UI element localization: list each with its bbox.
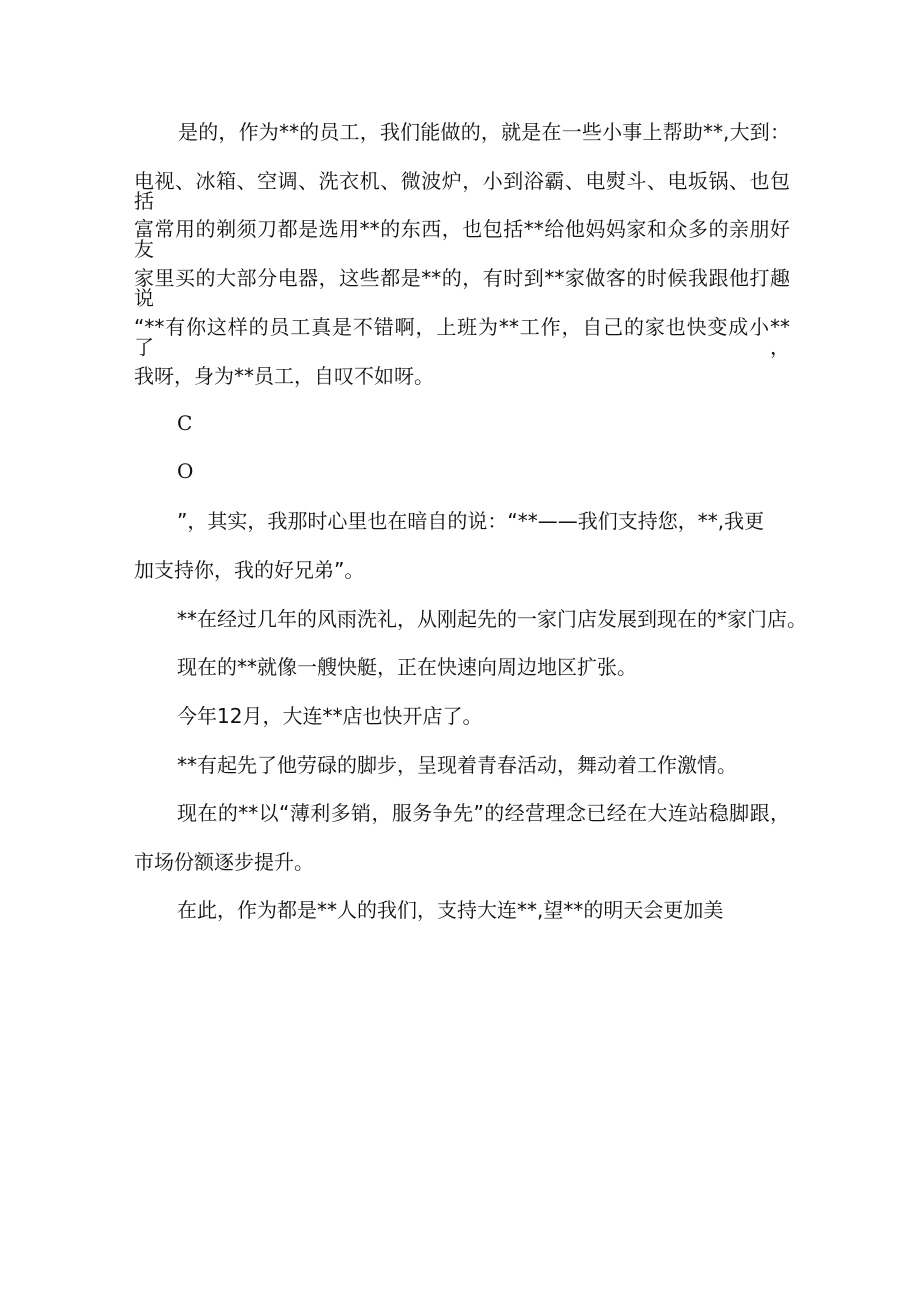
paragraph-1-line-3: 富常用的剃须刀都是选用**的东西，也包括**给他妈妈家和众多的亲朋好友 — [134, 217, 790, 261]
paragraph-4: 现在的**就像一艘快艇，正在快速向周边地区扩张。 — [177, 655, 637, 679]
paragraph-6: **有起先了他劳碌的脚步，呈现着青春活动，舞动着工作激情。 — [177, 753, 737, 777]
fragment-o: O — [177, 459, 194, 483]
fragment-c: C — [177, 411, 193, 435]
paragraph-1-line-1: 是的，作为**的员工，我们能做的，就是在一些小事上帮助**,大到： — [178, 120, 790, 144]
paragraph-7-line-1: 现在的**以“薄利多销，服务争先”的经营理念已经在大连站稳脚跟， — [177, 801, 790, 825]
paragraph-1-line-4: 家里买的大部分电器，这些都是**的，有时到**家做客的时候我跟他打趣说 — [134, 266, 790, 310]
paragraph-7-line-2: 市场份额逐步提升。 — [134, 850, 314, 874]
paragraph-8: 在此，作为都是**人的我们，支持大连**,望**的明天会更加美 — [177, 898, 724, 922]
paragraph-1-line-2: 电视、冰箱、空调、洗衣机、微波炉，小到浴霸、电熨斗、电坂锅、也包括 — [134, 169, 790, 213]
paragraph-2-line-2: 加支持你，我的好兄弟”。 — [134, 558, 365, 582]
paragraph-5: 今年12月，大连**店也快开店了。 — [177, 704, 483, 728]
paragraph-1-line-6: 我呀，身为**员工，自叹不如呀。 — [134, 364, 434, 388]
paragraph-1-line-5: “**有你这样的员工真是不错啊，上班为**工作，自己的家也快变成小**了， — [134, 315, 790, 359]
paragraph-3: **在经过几年的风雨洗礼，从刚起先的一家门店发展到现在的*家门店。 — [177, 607, 807, 631]
paragraph-2-line-1: ”，其实，我那时心里也在暗自的说：“**——我们支持您，**,我更 — [177, 509, 765, 533]
